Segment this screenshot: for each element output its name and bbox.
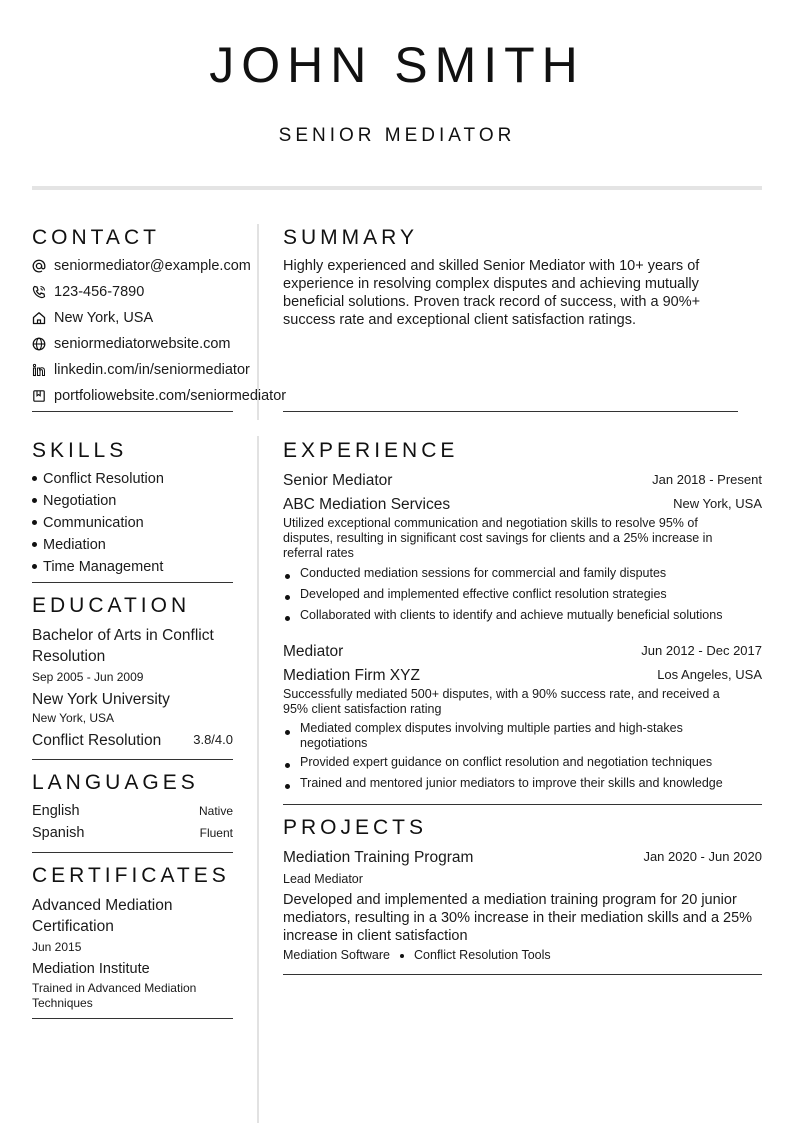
certificates-divider	[32, 1018, 233, 1019]
certificates-heading: CERTIFICATES	[32, 864, 230, 887]
languages-heading: LANGUAGES	[32, 771, 199, 794]
experience-divider	[283, 804, 762, 805]
bullet-icon	[285, 730, 290, 735]
certificate-date: Jun 2015	[32, 940, 82, 954]
education-location: New York, USA	[32, 711, 115, 725]
job-title: SENIOR MEDIATOR	[278, 125, 516, 146]
home-icon	[32, 311, 46, 325]
language-level: Fluent	[199, 826, 233, 840]
education-gpa: 3.8/4.0	[193, 732, 233, 747]
project-tool: Mediation Software	[283, 948, 391, 962]
job-description: Utilized exceptional communication and negotiation skills to resolve 95% of disputes, resulting in significant cost savings for clients and a 25% increase in referral rates	[283, 516, 713, 560]
contact-website-text: seniormediatorwebsite.com	[54, 336, 231, 352]
bullet-icon	[32, 498, 37, 503]
skill-item: Time Management	[32, 558, 163, 576]
job-bullet: Developed and implemented effective conflict resolution strategies	[285, 587, 755, 602]
skill-item: Communication	[32, 514, 144, 532]
skills-heading: SKILLS	[32, 439, 128, 462]
certificate-issuer: Mediation Institute	[32, 961, 150, 977]
contact-linkedin-text: linkedin.com/in/seniormediator	[54, 362, 250, 378]
contact-location	[32, 309, 153, 327]
project-tool: Conflict Resolution Tools	[414, 948, 551, 962]
language-level: Native	[198, 804, 233, 818]
bullet-icon	[32, 542, 37, 547]
education-degree: Bachelor of Arts in Conflict Resolution	[32, 627, 214, 665]
certificate-description: Trained in Advanced Mediation Techniques	[32, 981, 197, 1010]
phone-icon	[32, 285, 46, 299]
skill-item: Mediation	[32, 536, 106, 554]
bullet-icon	[32, 520, 37, 525]
globe-icon	[32, 337, 46, 351]
job-company: Mediation Firm XYZ	[283, 667, 420, 684]
project-dates: Jan 2020 - Jun 2020	[643, 849, 762, 864]
projects-heading: PROJECTS	[283, 816, 428, 839]
summary-divider	[283, 411, 738, 412]
header-divider	[32, 186, 762, 190]
contact-portfolio[interactable]	[32, 387, 286, 405]
job-bullet: Trained and mentored junior mediators to improve their skills and knowledge	[285, 776, 755, 791]
job-bullet: Mediated complex disputes involving multiple parties and high-stakes negotiations	[285, 721, 735, 751]
language-name: English	[32, 803, 80, 819]
education-field: Conflict Resolution	[32, 732, 162, 749]
contact-website[interactable]	[32, 335, 231, 353]
column-divider-main	[257, 436, 259, 1123]
education-dates: Sep 2005 - Jun 2009	[32, 670, 144, 684]
contact-phone[interactable]	[32, 283, 144, 301]
job-location: New York, USA	[673, 496, 762, 511]
job-location: Los Angeles, USA	[657, 667, 762, 682]
job-dates: Jan 2018 - Present	[652, 472, 762, 487]
linkedin-icon	[32, 363, 46, 377]
job-dates: Jun 2012 - Dec 2017	[641, 643, 762, 658]
contact-email-text: seniormediator@example.com	[54, 258, 251, 274]
summary-heading: SUMMARY	[283, 226, 418, 249]
bullet-icon	[285, 574, 290, 579]
project-tools	[283, 948, 551, 963]
experience-heading: EXPERIENCE	[283, 439, 459, 462]
bullet-icon	[32, 476, 37, 481]
job-title: Senior Mediator	[283, 472, 393, 489]
summary-text: Highly experienced and skilled Senior Mediator with 10+ years of experience in resolving complex disputes and achieving mutually beneficial solutions. Proven track record of success, with a 90%+ success rate and exceptional client satisfaction ratings.	[283, 258, 701, 328]
certificate-name: Advanced Mediation Certification	[32, 897, 173, 935]
contact-portfolio-text: portfoliowebsite.com/seniormediator	[54, 388, 287, 404]
bullet-icon	[32, 564, 37, 569]
job-bullet: Provided expert guidance on conflict resolution and negotiation techniques	[285, 755, 755, 770]
language-name: Spanish	[32, 825, 85, 841]
bullet-icon	[285, 763, 290, 768]
project-name: Mediation Training Program	[283, 849, 474, 866]
job-description: Successfully mediated 500+ disputes, with a 90% success rate, and received a 95% client satisfaction rating	[283, 687, 720, 716]
education-school: New York University	[32, 691, 170, 708]
portfolio-icon	[32, 389, 46, 403]
bullet-icon	[285, 595, 290, 600]
contact-heading: CONTACT	[32, 226, 160, 249]
bullet-icon	[285, 784, 290, 789]
contact-phone-text: 123-456-7890	[54, 284, 145, 300]
education-divider	[32, 759, 233, 760]
job-bullet: Conducted mediation sessions for commercial and family disputes	[285, 566, 755, 581]
contact-email[interactable]	[32, 257, 251, 275]
project-description: Developed and implemented a mediation training program for 20 junior mediators, resulting in a 30% increase in their mediation skills and a 25% increase in client satisfaction	[283, 892, 753, 944]
languages-divider	[32, 852, 233, 853]
contact-location-text: New York, USA	[54, 310, 154, 326]
job-title: Mediator	[283, 643, 344, 660]
at-icon	[32, 259, 46, 273]
projects-divider	[283, 974, 762, 975]
skill-item: Negotiation	[32, 492, 116, 510]
skill-item: Conflict Resolution	[32, 470, 164, 488]
bullet-icon	[400, 954, 404, 958]
education-heading: EDUCATION	[32, 594, 191, 617]
bullet-icon	[285, 616, 290, 621]
contact-linkedin[interactable]	[32, 361, 250, 379]
skills-divider	[32, 582, 233, 583]
contact-divider	[32, 411, 233, 412]
project-role: Lead Mediator	[283, 872, 363, 886]
job-bullet: Collaborated with clients to identify and achieve mutually beneficial solutions	[285, 608, 755, 623]
job-company: ABC Mediation Services	[283, 496, 451, 513]
candidate-name: JOHN SMITH	[209, 37, 585, 93]
